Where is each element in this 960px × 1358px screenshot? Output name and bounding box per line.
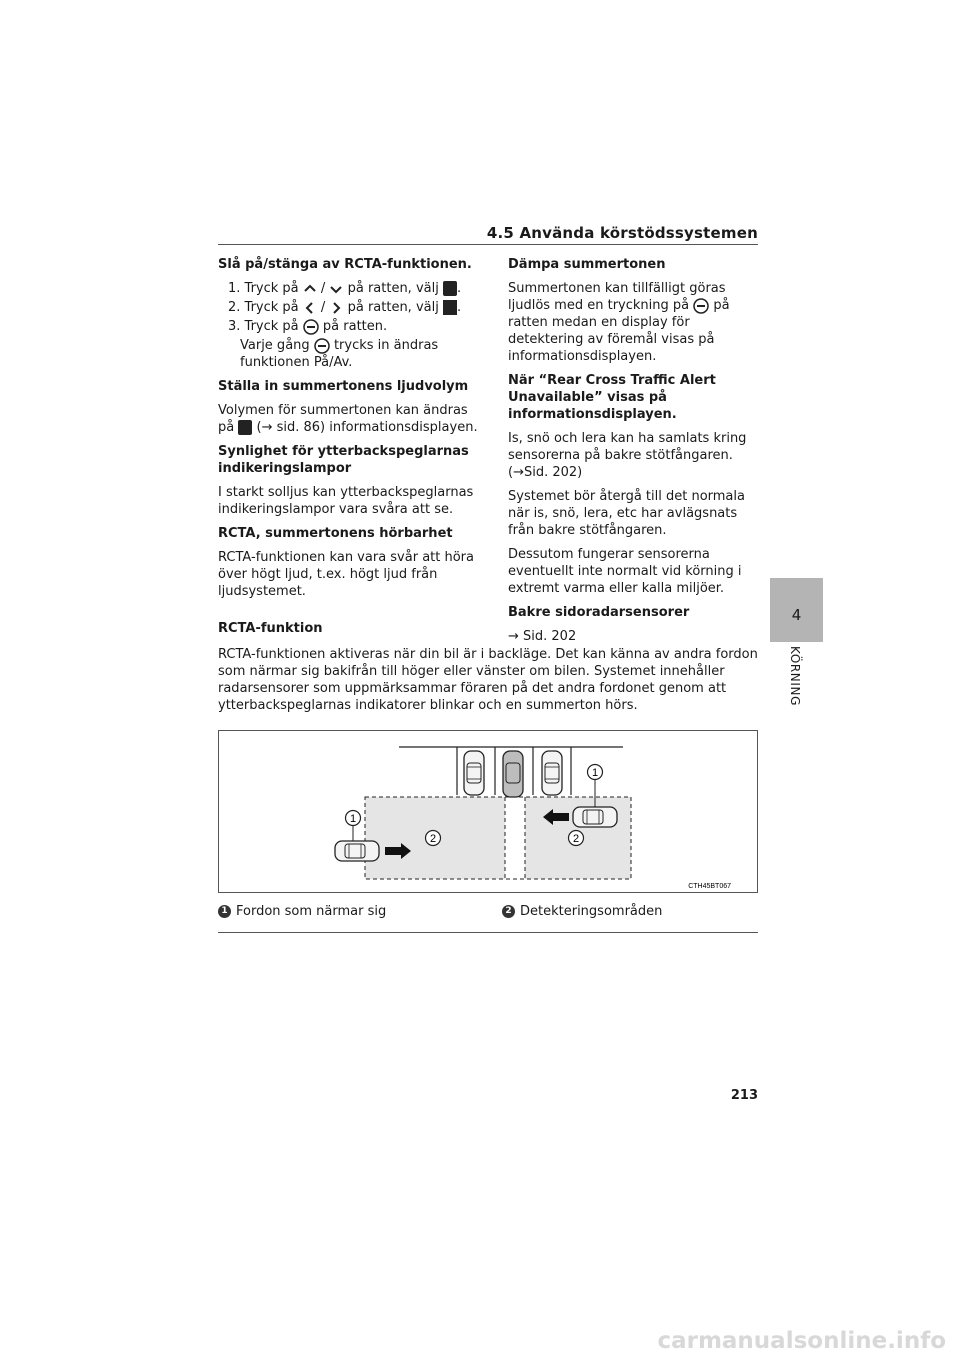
page-number: 213: [730, 1088, 758, 1103]
step-2-end: .: [456, 300, 462, 315]
volume-text-b: (→ sid. 86) informationsdisplayen.: [256, 420, 478, 435]
step-1-sep: /: [320, 281, 326, 296]
heading-audibility: RCTA, summertonens hörbarhet: [218, 526, 453, 541]
mute-text-b: på ratten medan en display för detektering av föremål visas på informationsdisplayen.: [508, 298, 730, 364]
ok-button-icon: [314, 338, 330, 354]
own-car: [503, 751, 523, 797]
rcta-diagram-svg: [219, 731, 757, 892]
step-2-text-b: på ratten, välj: [347, 300, 439, 315]
paragraph-volume: [218, 402, 480, 436]
callout-2-left-label: 2: [429, 833, 437, 845]
mute-text-a: Summertonen kan tillfälligt göras ljudlös med en tryckning på: [508, 281, 726, 313]
paragraph-audibility: RCTA-funktionen kan vara svår att höra över högt ljud, t.ex. högt ljud från ljudsystemet.: [218, 550, 474, 599]
chevron-left-icon: [303, 301, 317, 315]
paragraph-temperature: Dessutom fungerar sensorerna eventuellt inte normalt vid körning i extremt varma eller kalla miljöer.: [508, 547, 742, 596]
note-text-b: trycks in ändras funktionen På/Av.: [240, 338, 439, 370]
heading-volume: Ställa in summertonens ljudvolym: [218, 379, 469, 394]
step-2: [218, 299, 480, 316]
heading-visibility: Synlighet för ytterbackspeglarnas indikeringslampor: [218, 444, 469, 476]
step-note: [218, 337, 480, 371]
heading-radar: Bakre sidoradarsensorer: [508, 605, 690, 620]
step-2-text-a: 2. Tryck på: [228, 300, 299, 315]
caption-1-number: 1: [218, 905, 231, 918]
caption-2-text: Detekteringsområden: [520, 904, 663, 919]
step-1-text-a: 1. Tryck på: [228, 281, 299, 296]
approaching-car-right: [573, 807, 617, 827]
parked-car-3: [542, 751, 562, 795]
right-column: [508, 256, 760, 652]
gear-icon: [443, 281, 457, 296]
step-1-text-b: på ratten, välj: [347, 281, 439, 296]
paragraph-radar-ref: → Sid. 202: [508, 629, 577, 644]
chapter-label-wrap: [768, 646, 825, 716]
approaching-car-left: [335, 841, 379, 861]
parked-car-1: [464, 751, 484, 795]
chevron-right-icon: [329, 301, 343, 315]
step-3-text-b: på ratten.: [322, 319, 388, 334]
chapter-label: KÖRNING: [788, 646, 802, 706]
chapter-number: 4: [791, 606, 802, 624]
chevron-up-icon: [303, 282, 317, 296]
paragraph-rcta-function: RCTA-funktionen aktiveras när din bil är i backläge. Det kan känna av andra fordon som närmar sig bakifrån till höger eller vänster om bilen. Systemet innehåller radarsensorer som uppmärksammar föraren på det andra fordonet genom att ytterbackspeglarnas indikatorer blinkar och en summerton hörs.: [218, 647, 758, 713]
caption-1-text: Fordon som närmar sig: [236, 904, 387, 919]
step-3: [218, 318, 480, 335]
caption-1: [218, 904, 386, 919]
paragraph-return: Systemet bör återgå till det normala när is, snö, lera, etc har avlägsnats från bakre stötfångaren.: [508, 489, 745, 538]
heading-rcta-onoff: Slå på/stänga av RCTA-funktionen.: [218, 257, 472, 272]
figure-code: CTH45BT067: [688, 883, 731, 890]
paragraph-visibility: I starkt solljus kan ytterbackspeglarnas indikeringslampor vara svåra att se.: [218, 485, 474, 517]
caption-2: [502, 904, 662, 919]
paragraph-ice: Is, snö och lera kan ha samlats kring sensorerna på bakre stötfångaren. (→Sid. 202): [508, 431, 747, 480]
heading-mute: Dämpa summertonen: [508, 257, 666, 272]
gear-icon: [238, 420, 252, 435]
watermark: carmanualsonline.info: [657, 1328, 946, 1354]
heading-unavailable: När “Rear Cross Traffic Alert Unavailable” visas på informationsdisplayen.: [508, 373, 716, 422]
header-rule: [218, 244, 758, 245]
chevron-down-icon: [329, 282, 343, 296]
section-header: 4.5 Använda körstödssystemen: [486, 224, 758, 242]
rcta-diagram: [218, 730, 758, 893]
bottom-rule: [218, 932, 758, 933]
ok-button-icon: [303, 319, 319, 335]
note-text-a: Varje gång: [240, 338, 310, 353]
heading-rcta-function: RCTA-funktion: [218, 621, 323, 636]
callout-1-left-label: 1: [349, 813, 357, 825]
step-3-text-a: 3. Tryck på: [228, 319, 299, 334]
left-column: [218, 256, 480, 607]
callout-2-right-label: 2: [572, 833, 580, 845]
volume-text-a: Volymen för summertonen kan ändras på: [218, 403, 468, 435]
rcta-icon: [443, 300, 457, 315]
ok-button-icon: [693, 298, 709, 314]
paragraph-mute: [508, 280, 760, 365]
step-1-end: .: [456, 281, 462, 296]
step-2-sep: /: [320, 300, 326, 315]
callout-1-right-label: 1: [591, 767, 599, 779]
caption-2-number: 2: [502, 905, 515, 918]
step-1: [218, 280, 480, 297]
